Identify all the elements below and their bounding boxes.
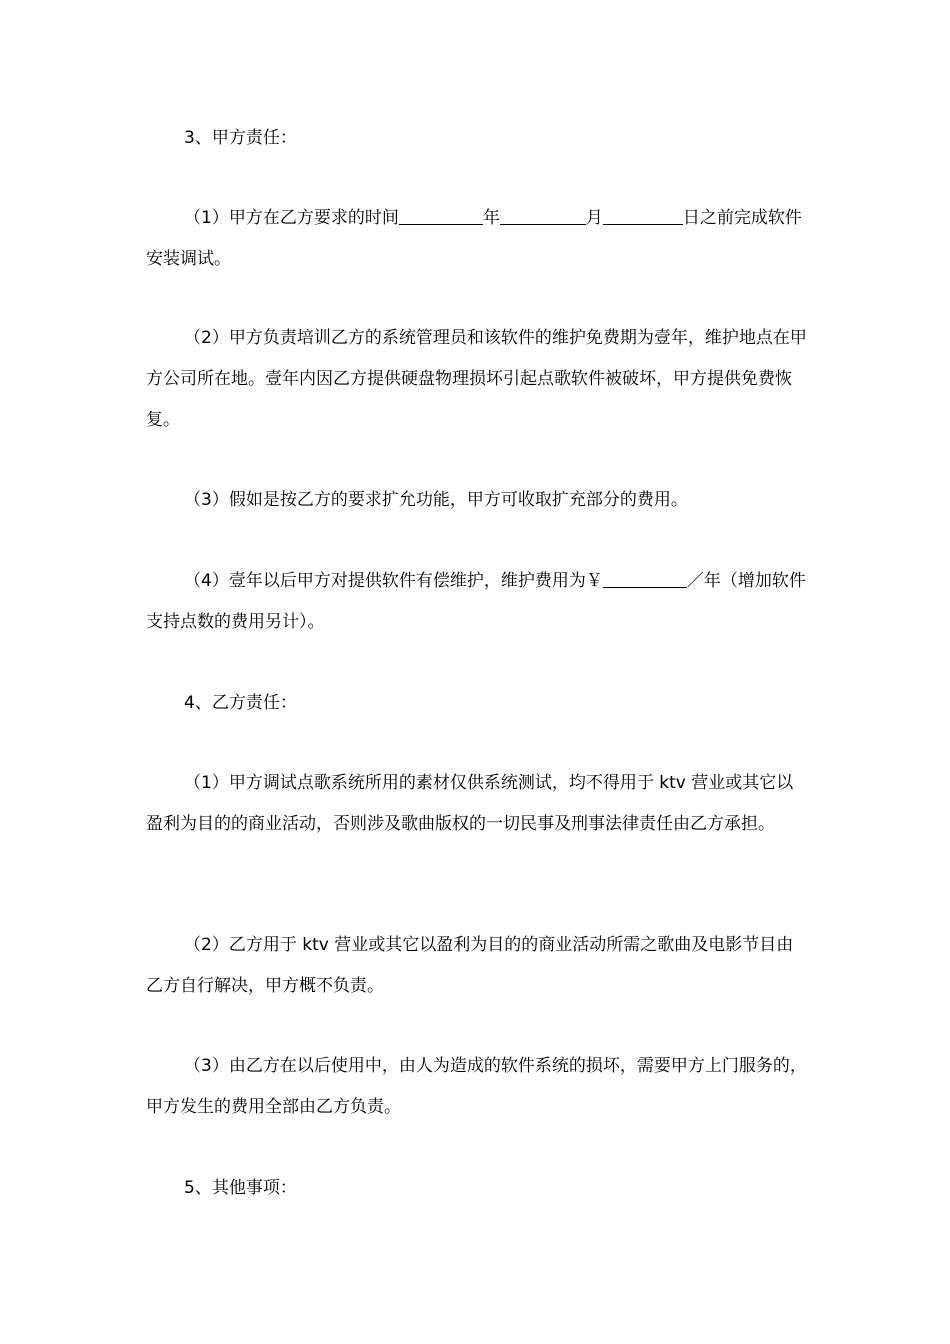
day-blank	[603, 204, 683, 225]
item-3-text: （3）假如是按乙方的要求扩允功能，甲方可收取扩充部分的费用。	[184, 490, 688, 510]
item-1-text-a: （1）甲方在乙方要求的时间	[184, 208, 399, 228]
section-4-item-1	[146, 763, 810, 845]
section-3-item-4	[146, 561, 810, 643]
item-2-text: （2）乙方用于 ktv 营业或其它以盈利为目的的商业活动所需之歌曲及电影节目由乙方自行解决，甲方概不负责。	[146, 935, 794, 996]
fee-blank	[603, 567, 687, 588]
year-blank	[399, 204, 483, 225]
item-1-text-c: 月	[585, 208, 603, 228]
section-4-heading: 4、乙方责任：	[184, 693, 297, 713]
item-2-text: （2）甲方负责培训乙方的系统管理员和该软件的维护免费期为壹年，维护地点在甲方公司所在地。壹年内因乙方提供硬盘物理损坏引起点歌软件被破坏，甲方提供免费恢复。	[146, 328, 807, 430]
section-3-item-1	[146, 198, 810, 280]
section-3-item-3	[146, 480, 810, 521]
section-4-item-2	[146, 925, 810, 1007]
month-blank	[500, 204, 586, 225]
section-3-item-2	[146, 318, 810, 441]
item-1-text-b: 年	[482, 208, 500, 228]
item-4-text-b: ／年（增加软件支持点数的费用另计）。	[146, 571, 806, 632]
item-1-text: （1）甲方调试点歌系统所用的素材仅供系统测试，均不得用于 ktv 营业或其它以盈利为目的的商业活动，否则涉及歌曲版权的一切民事及刑事法律责任由乙方承担。	[146, 773, 794, 834]
item-3-text: （3）由乙方在以后使用中，由人为造成的软件系统的损坏，需要甲方上门服务的，甲方发生的费用全部由乙方负责。	[146, 1056, 807, 1117]
section-4-item-3	[146, 1046, 810, 1128]
section-5-heading: 5、其他事项：	[184, 1178, 297, 1198]
item-1-text-d: 日之前完成软件安装调试。	[146, 208, 802, 269]
section-3-heading: 3、甲方责任：	[184, 128, 297, 148]
item-4-text-a: （4）壹年以后甲方对提供软件有偿维护，维护费用为￥	[184, 571, 603, 591]
